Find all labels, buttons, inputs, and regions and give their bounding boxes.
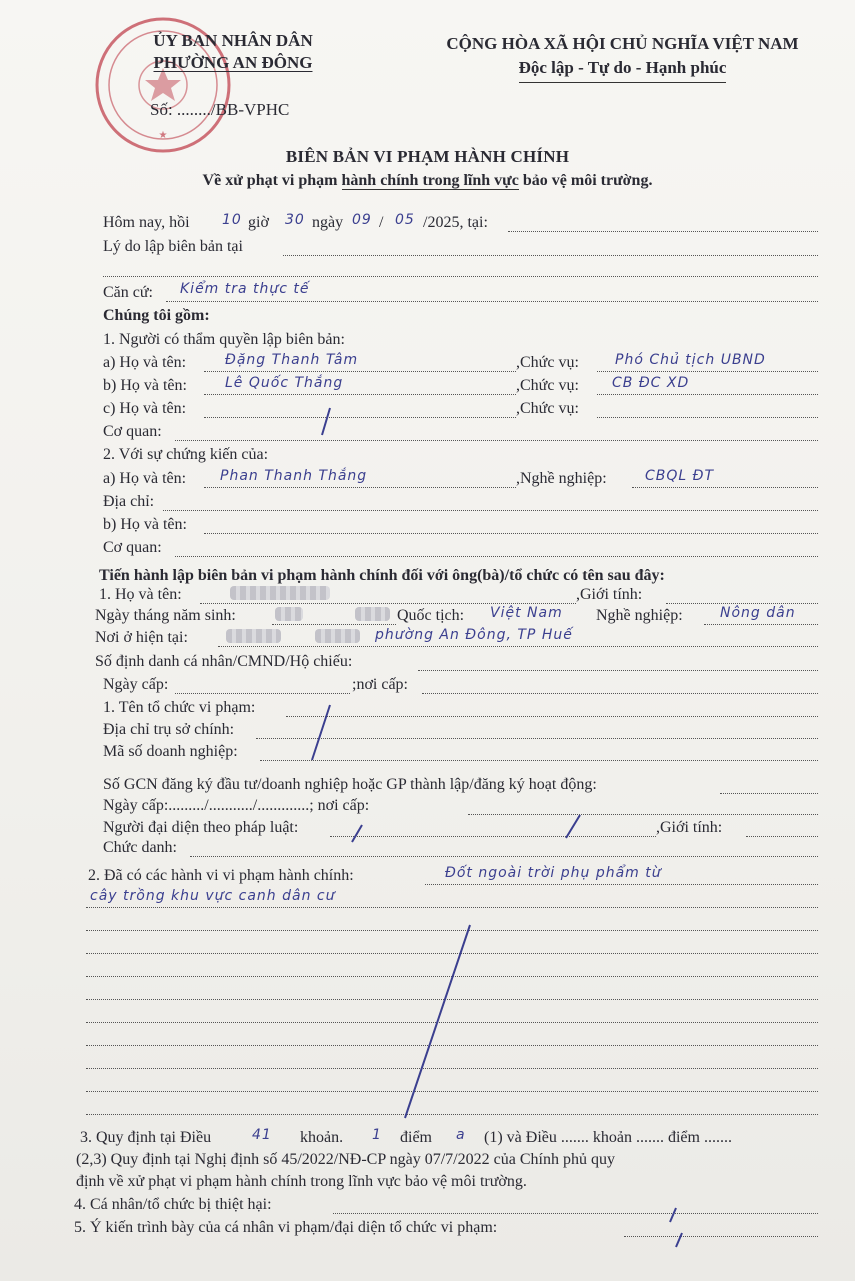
field-occupation-label: Nghề nghiệp: bbox=[596, 607, 683, 624]
hw-address: phường An Đông, TP Huế bbox=[375, 627, 573, 643]
hw-position-a: Phó Chủ tịch UBND bbox=[615, 352, 766, 368]
hw-violation-2: cây trồng khu vực canh dân cư bbox=[90, 888, 336, 904]
field-witness-b-name-label: b) Họ và tên: bbox=[103, 516, 187, 533]
field-article-label: 3. Quy định tại Điều bbox=[80, 1129, 212, 1146]
hw-name-b: Lê Quốc Thắng bbox=[225, 375, 344, 391]
field-witness-agency-label: Cơ quan: bbox=[103, 539, 162, 556]
field-issue-date-label: Ngày cấp: bbox=[103, 676, 169, 693]
field-name-c-label: c) Họ và tên: bbox=[103, 400, 187, 417]
field-issue-place-label: ;nơi cấp: bbox=[352, 676, 408, 693]
hw-position-b: CB ĐC XD bbox=[612, 375, 690, 391]
field-tax-code-label: Mã số doanh nghiệp: bbox=[103, 743, 238, 760]
field-name-b-label: b) Họ và tên: bbox=[103, 377, 187, 394]
issuer-line-1: ỦY BAN NHÂN DÂN bbox=[153, 31, 313, 50]
field-legal-rep-gender-label: ,Giới tính: bbox=[656, 819, 723, 836]
hw-violation-1: Đốt ngoài trời phụ phẩm từ bbox=[445, 865, 662, 881]
subtitle-pre: Về xử phạt vi phạm bbox=[202, 172, 342, 189]
field-basis-label: Căn cứ: bbox=[103, 284, 153, 301]
field-violator-statement-label: 5. Ý kiến trình bày của cá nhân vi phạm/đại diện tổ chức vi phạm: bbox=[74, 1219, 498, 1236]
hw-occupation: Nông dân bbox=[720, 605, 796, 621]
field-witness-name-label: a) Họ và tên: bbox=[103, 470, 187, 487]
hw-witness-name: Phan Thanh Thắng bbox=[220, 468, 368, 484]
field-damaged-party-label: 4. Cá nhân/tổ chức bị thiệt hại: bbox=[74, 1196, 272, 1213]
field-violator-name-label: 1. Họ và tên: bbox=[99, 586, 182, 603]
hw-month: 05 bbox=[395, 212, 415, 228]
hw-minute: 30 bbox=[285, 212, 305, 228]
field-id-label: Số định danh cá nhân/CMND/Hộ chiếu: bbox=[95, 653, 353, 670]
issuer-line-2: PHƯỜNG AN ĐÔNG bbox=[153, 53, 313, 72]
hw-day: 09 bbox=[352, 212, 372, 228]
field-org-name-label: 1. Tên tổ chức vi phạm: bbox=[103, 699, 256, 716]
subtitle-post: bảo vệ môi trường. bbox=[518, 172, 653, 189]
field-month-sep: / bbox=[379, 214, 384, 231]
field-agency-label: Cơ quan: bbox=[103, 423, 162, 440]
section-members-heading: Chúng tôi gồm: bbox=[103, 307, 210, 324]
hw-hour: 10 bbox=[222, 212, 242, 228]
subtitle-underlined: hành chính trong lĩnh vực bbox=[341, 172, 519, 189]
field-position-a-label: ,Chức vụ: bbox=[516, 354, 579, 371]
field-violator-gender-label: ,Giới tính: bbox=[576, 586, 643, 603]
field-position-b-label: ,Chức vụ: bbox=[516, 377, 579, 394]
field-position-c-label: ,Chức vụ: bbox=[516, 400, 579, 417]
national-motto-2: Độc lập - Tự do - Hạnh phúc bbox=[519, 56, 727, 83]
field-time-label: Hôm nay, hồi bbox=[103, 214, 190, 231]
field-gcn-issue-label: Ngày cấp:........./.........../.............; nơi cấp: bbox=[103, 797, 370, 814]
field-witness-job-label: ,Nghề nghiệp: bbox=[516, 470, 607, 487]
field-org-address-label: Địa chỉ trụ sở chính: bbox=[103, 721, 235, 738]
field-day-label: ngày bbox=[312, 214, 344, 231]
field-residence-label: Nơi ở hiện tại: bbox=[95, 629, 188, 646]
section-authority-heading: 1. Người có thẩm quyền lập biên bản: bbox=[103, 331, 345, 348]
hw-name-a: Đặng Thanh Tâm bbox=[225, 352, 359, 368]
field-dob-label: Ngày tháng năm sinh: bbox=[95, 607, 236, 624]
field-hour-label: giờ bbox=[248, 214, 269, 231]
field-clause-label: khoản. bbox=[300, 1129, 344, 1146]
hw-basis: Kiểm tra thực tế bbox=[180, 281, 310, 297]
hw-clause: 1 bbox=[372, 1127, 382, 1143]
section-violator-heading: Tiến hành lập biên bản vi phạm hành chính đối với ông(bà)/tổ chức có tên sau đây: bbox=[99, 567, 665, 584]
section-violations-heading: 2. Đã có các hành vi vi phạm hành chính: bbox=[88, 867, 354, 884]
svg-text:★: ★ bbox=[158, 130, 168, 141]
legal-basis-line-1: (2,3) Quy định tại Nghị định số 45/2022/NĐ-CP ngày 07/7/2022 của Chính phủ quy bbox=[76, 1151, 615, 1168]
field-reason-label: Lý do lập biên bản tại bbox=[103, 238, 243, 255]
document-title: BIÊN BẢN VI PHẠM HÀNH CHÍNH bbox=[285, 147, 570, 166]
field-title-label: Chức danh: bbox=[103, 839, 177, 856]
legal-basis-line-2: định về xử phạt vi phạm hành chính trong lĩnh vực bảo vệ môi trường. bbox=[76, 1173, 527, 1190]
field-gcn-label: Số GCN đăng ký đầu tư/doanh nghiệp hoặc GP thành lập/đăng ký hoạt động: bbox=[103, 776, 597, 793]
national-motto-1: CỘNG HÒA XÃ HỘI CHỦ NGHĨA VIỆT NAM bbox=[446, 34, 799, 53]
field-legal-rep-label: Người đại diện theo pháp luật: bbox=[103, 819, 299, 836]
hw-nationality: Việt Nam bbox=[490, 605, 563, 621]
field-nationality-label: Quốc tịch: bbox=[397, 607, 465, 624]
section-witness-heading: 2. Với sự chứng kiến của: bbox=[103, 446, 269, 463]
field-name-a-label: a) Họ và tên: bbox=[103, 354, 187, 371]
field-point-label: điểm bbox=[400, 1129, 432, 1146]
hw-article: 41 bbox=[252, 1127, 272, 1143]
hw-point: a bbox=[456, 1127, 466, 1143]
field-year-label: /2025, tại: bbox=[423, 214, 488, 231]
field-article2-label: (1) và Điều ....... khoản ....... điểm ....... bbox=[484, 1129, 732, 1146]
field-witness-address-label: Địa chỉ: bbox=[103, 493, 155, 510]
hw-witness-job: CBQL ĐT bbox=[645, 468, 715, 484]
document-number: Số: ......../BB-VPHC bbox=[150, 100, 290, 119]
